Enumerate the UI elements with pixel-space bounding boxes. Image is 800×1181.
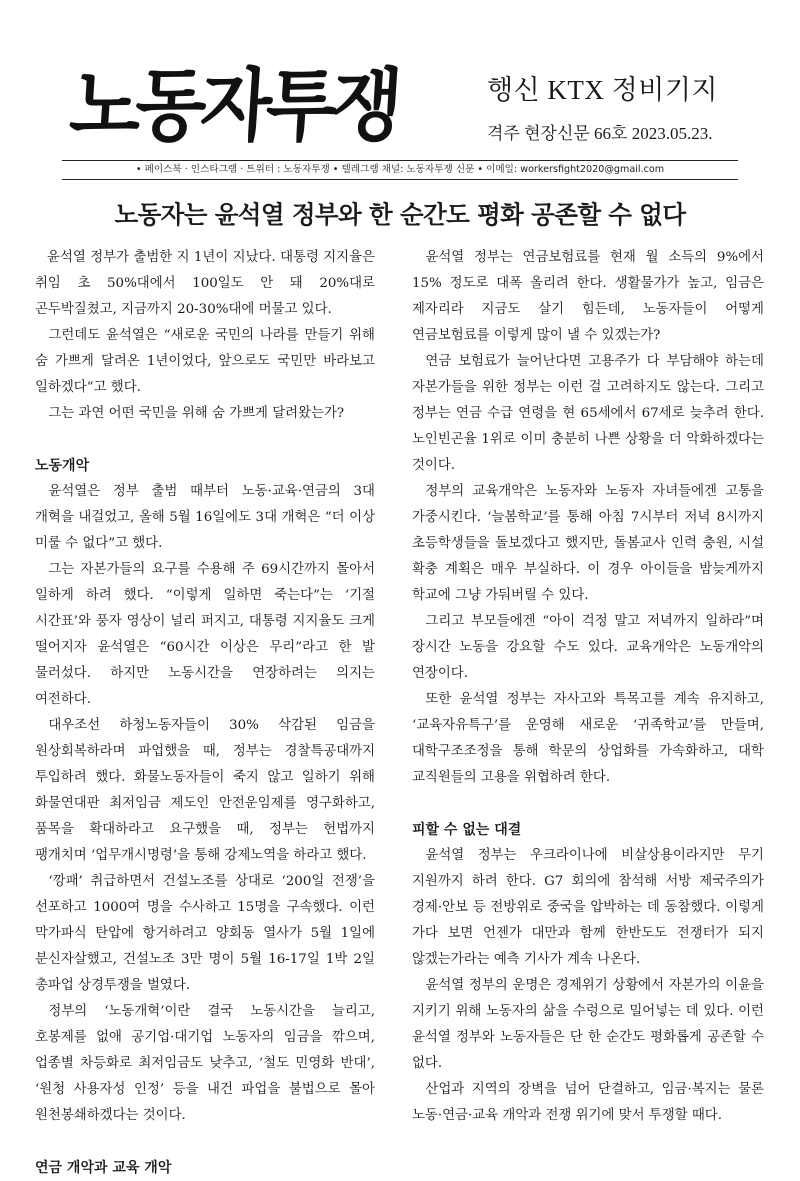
paragraph: 윤석열은 정부 출범 때부터 노동·교육·연금의 3대 개혁을 내걸었고, 올해 5월 16일에도 3대 개혁은 “더 이상 미룰 수 없다”고 했다. (35, 484, 375, 551)
paragraph: 그는 과연 어떤 국민을 위해 숨 가쁘게 달려왔는가? (48, 406, 345, 421)
paragraph: 그는 자본가들의 요구를 수용해 주 69시간까지 몰아서 일하게 하려 했다. “이렇게 일하면 죽는다”는 ‘기절 시간표’와 풍자 영상이 널리 퍼지고, 대통령 지지율도 크게 떨어지자 윤석열은 “60시간 이상은 무리”라고 한 발 물러섰다. 하지만 노동시간을 연장하려는 의지는 여전하다. (35, 562, 375, 707)
section-heading: 노동개악 (35, 458, 90, 474)
paragraph: 산업과 지역의 장벽을 넘어 단결하고, 임금·복지는 물론 노동·연금·교육 개악과 전쟁 위기에 맞서 투쟁할 때다. (412, 1082, 764, 1123)
right-column (412, 245, 764, 1129)
paragraph: 연금 보험료가 늘어난다면 고용주가 다 부담해야 하는데 자본가들을 위한 정부는 이런 걸 고려하지도 않는다. 그리고 정부는 연금 수급 연령을 현 65세에서 67세로 늦추려 한다. 노인빈곤율 1위로 이미 충분히 나쁜 상황을 더 악화하겠다는 것이다. (412, 354, 764, 473)
paragraph: 그리고 부모들에겐 “아이 걱정 말고 저녁까지 일하라”며 장시간 노동을 강요할 수도 있다. 교육개악은 노동개악의 연장이다. (412, 614, 764, 681)
paragraph: 대우조선 하청노동자들이 30% 삭감된 임금을 원상회복하라며 파업했을 때, 정부는 경찰특공대까지 투입하려 했다. 화물노동자들이 죽지 않고 일하기 위해 화물연대판 최저임금 제도인 안전운임제를 영구화하고, 품목을 확대하라고 요구했을 때, 정부는 헌법까지 팽개치며 ‘업무개시명령’을 통해 강제노역을 하라고 했다. (35, 718, 375, 863)
section-heading: 피할 수 없는 대결 (412, 822, 522, 838)
contact-bar: • 페이스북 · 인스타그램 · 트위터 : 노동자투쟁 • 텔레그램 채널: 노동자투쟁 신문 • 이메일: workersfight2020@gmail.com (62, 160, 738, 180)
newspaper-title: 노동자투쟁 (67, 60, 400, 152)
paragraph: 윤석열 정부가 출범한 지 1년이 지났다. 대통령 지지율은 취임 초 50%대에서 100일도 안 돼 20%대로 곤두박질쳤고, 지금까지 20-30%대에 머물고 있다. (35, 250, 375, 317)
article-headline: 노동자는 윤석열 정부와 한 순간도 평화 공존할 수 없다 (114, 200, 686, 229)
issue-info: 격주 현장신문 66호 2023.05.23. (487, 124, 713, 143)
section-heading: 연금 개악과 교육 개악 (35, 1160, 172, 1176)
paragraph: 정부의 교육개악은 노동자와 노동자 자녀들에겐 고통을 가중시킨다. ‘늘봄학교’를 통해 아침 7시부터 저녁 8시까지 초등학생들을 돌보겠다고 했지만, 돌봄교사 인력 충원, 시설 확충 계획은 매우 부실하다. 이 경우 아이들을 밤늦게까지 학교에 그냥 가둬버릴 수 있다. (412, 484, 764, 603)
paragraph: 또한 윤석열 정부는 자사고와 특목고를 계속 유지하고, ‘교육자유특구’를 운영해 새로운 ‘귀족학교’를 만들며, 대학구조조정을 통해 학문의 상업화를 가속화하고, 대학 교직원들의 고용을 위협하려 한다. (412, 692, 764, 785)
paragraph: 그런데도 윤석열은 “새로운 국민의 나라를 만들기 위해 숨 가쁘게 달려온 1년이었다, 앞으로도 국민만 바라보고 일하겠다”고 했다. (35, 328, 375, 395)
edition-name: 행신 KTX 정비기지 (487, 75, 718, 105)
paragraph: 윤석열 정부의 운명은 경제위기 상황에서 자본가의 이윤을 지키기 위해 노동자의 삶을 수렁으로 밀어넣는 데 있다. 이런 윤석열 정부와 노동자들은 단 한 순간도 평화롭게 공존할 수 없다. (412, 978, 764, 1071)
paragraph: ‘깡패’ 취급하면서 건설노조를 상대로 ‘200일 전쟁’을 선포하고 1000여 명을 수사하고 15명을 구속했다. 이런 막가파식 탄압에 항거하려고 양회동 열사가 5월 1일에 분신자살했고, 건설노조 3만 명이 5월 16-17일 1박 2일 총파업 상경투쟁을 벌였다. (35, 874, 375, 993)
paragraph: 정부의 ‘노동개혁’이란 결국 노동시간을 늘리고, 호봉제를 없애 공기업·대기업 노동자의 임금을 깎으며, 업종별 차등화로 최저임금도 낮추고, ‘철도 민영화 반대’, ‘원청 사용자성 인정’ 등을 내건 파업을 불법으로 몰아 원천봉쇄하겠다는 것이다. (35, 1004, 375, 1123)
left-column (35, 245, 375, 1181)
paragraph: 윤석열 정부는 연금보험료를 현재 월 소득의 9%에서 15% 정도로 대폭 올리려 한다. 생활물가가 높고, 임금은 제자리라 지금도 살기 힘든데, 노동자들이 어떻게 연금보험료를 이렇게 많이 낼 수 있겠는가? (412, 250, 764, 343)
paragraph: 윤석열 정부는 우크라이나에 비살상용이라지만 무기 지원까지 하려 한다. G7 회의에 참석해 서방 제국주의가 경제·안보 등 전방위로 중국을 압박하는 데 동참했다. 이렇게 가다 보면 언젠가 대만과 함께 한반도도 전쟁터가 되지 않겠는가라는 예측 기사가 계속 나온다. (412, 848, 764, 967)
masthead-logo (67, 58, 420, 154)
